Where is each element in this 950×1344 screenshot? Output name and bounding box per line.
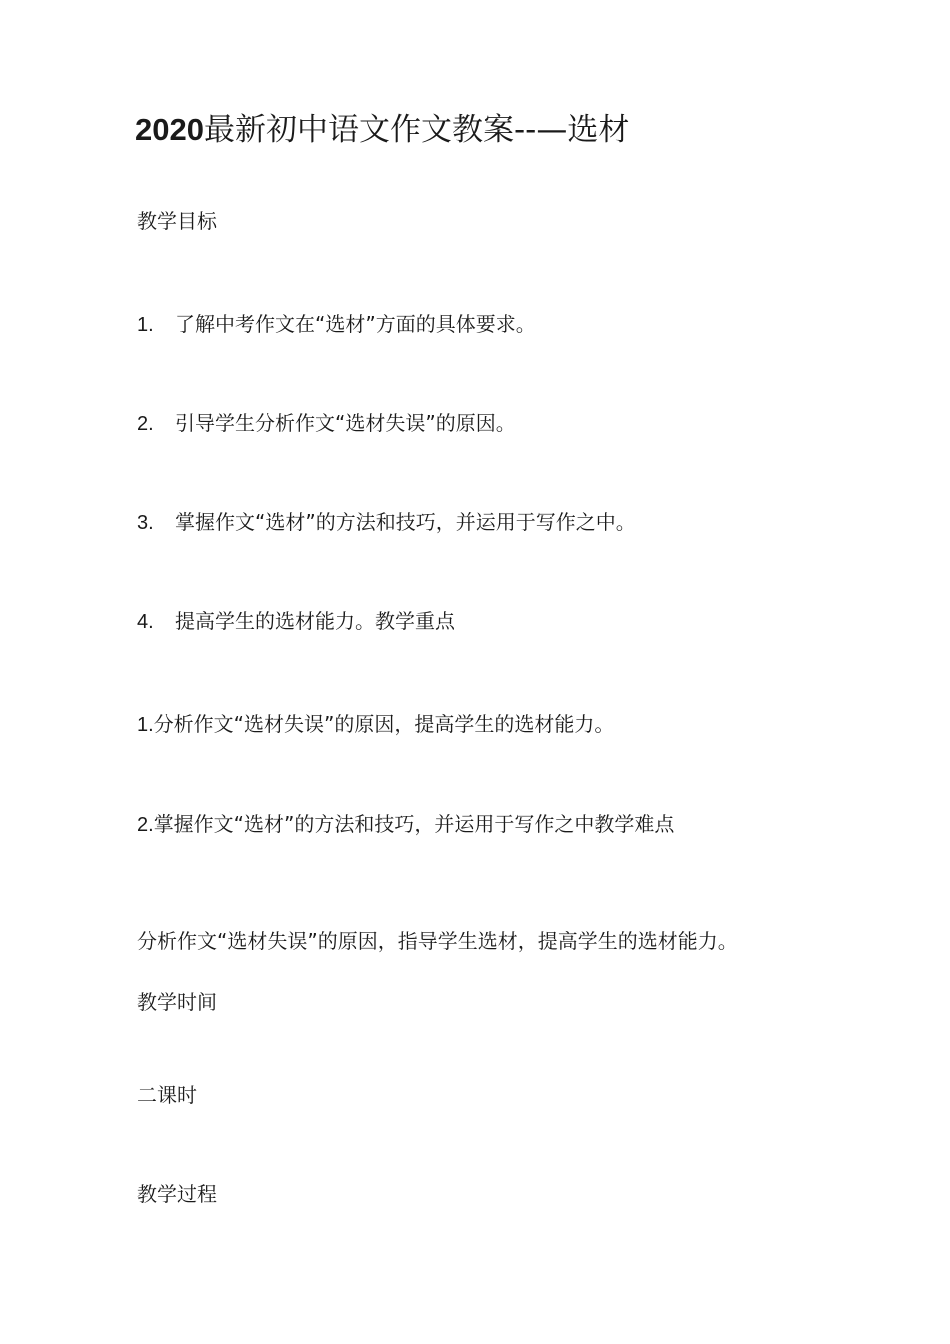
objective-item xyxy=(137,607,455,636)
process-heading: 教学过程 xyxy=(137,1182,217,1206)
key-point-number: 1. xyxy=(137,714,154,736)
objective-text: 提高学生的选材能力。教学重点 xyxy=(175,609,455,633)
objective-number: 4. xyxy=(137,611,154,633)
difficulty-text: 分析作文“选材失误”的原因，指导学生选材，提高学生的选材能力。 xyxy=(137,929,738,953)
key-point-item xyxy=(137,710,614,739)
objective-number: 1. xyxy=(137,314,154,336)
objective-number: 2. xyxy=(137,413,154,435)
key-point-item xyxy=(137,810,674,839)
objective-item xyxy=(137,508,636,537)
time-heading: 教学时间 xyxy=(137,990,217,1014)
objective-text: 掌握作文“选材”的方法和技巧，并运用于写作之中。 xyxy=(175,510,636,534)
title-text: 最新初中语文作文教案--—选材 xyxy=(203,112,630,148)
title-year: 2020 xyxy=(135,112,204,147)
objective-text: 了解中考作文在“选材”方面的具体要求。 xyxy=(175,312,536,336)
document-title xyxy=(135,110,629,150)
key-point-text: 分析作文“选材失误”的原因，提高学生的选材能力。 xyxy=(153,712,615,736)
objective-text: 引导学生分析作文“选材失误”的原因。 xyxy=(175,411,516,435)
key-point-number: 2. xyxy=(137,814,154,836)
objective-item xyxy=(137,310,536,339)
objective-item xyxy=(137,409,516,438)
objective-number: 3. xyxy=(137,512,154,534)
key-point-text: 掌握作文“选材”的方法和技巧，并运用于写作之中教学难点 xyxy=(153,812,675,836)
time-value: 二课时 xyxy=(137,1083,197,1107)
objectives-heading: 教学目标 xyxy=(137,209,217,233)
